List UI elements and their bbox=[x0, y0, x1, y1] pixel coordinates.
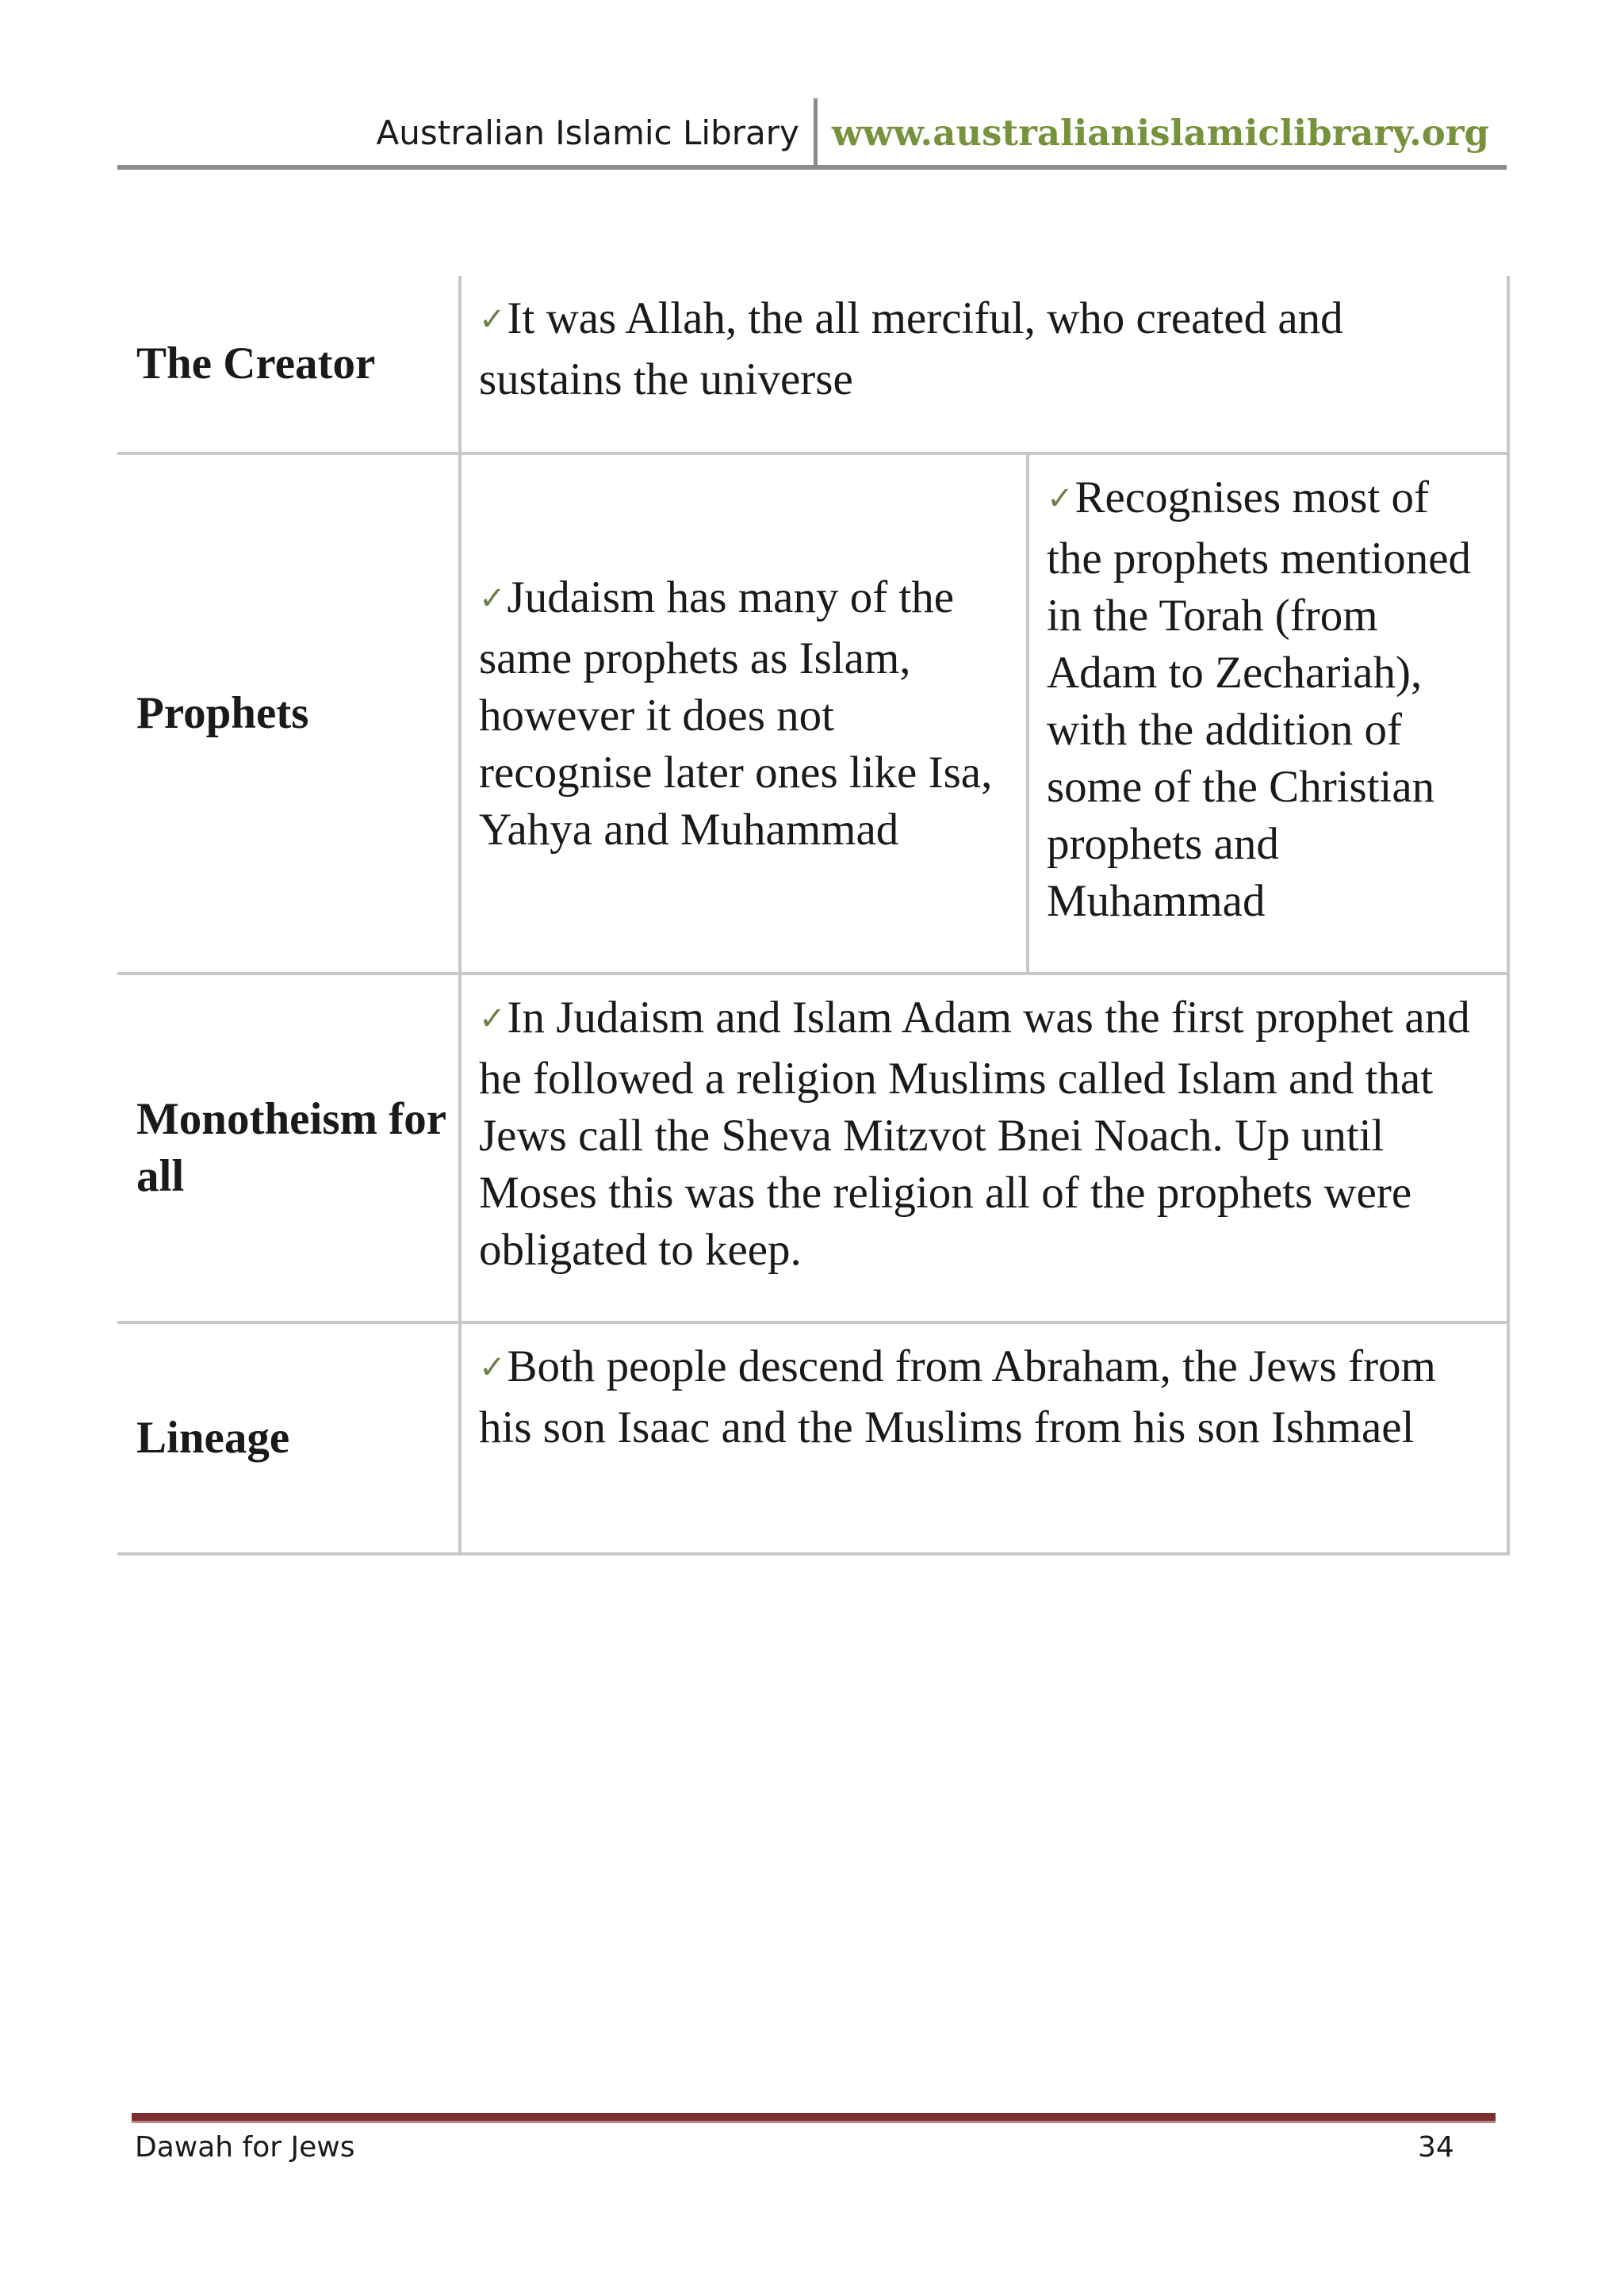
cell-text: It was Allah, the all merciful, who created and sustains the universe bbox=[479, 293, 1343, 404]
header-content bbox=[377, 100, 1489, 165]
page-number: 34 bbox=[1418, 2131, 1454, 2164]
table-row bbox=[117, 1322, 1508, 1554]
row-label: Monotheism for all bbox=[117, 974, 460, 1322]
row-label: Prophets bbox=[117, 453, 460, 974]
check-icon: ✓ bbox=[479, 1001, 506, 1036]
row-cell bbox=[460, 453, 1028, 974]
cell-text: Recognises most of the prophets mentioned in the Torah (from Adam to Zechariah), with the addition of some of the Christian prophets and Muhammad bbox=[1047, 473, 1472, 926]
row-cell bbox=[460, 276, 1508, 453]
row-cell bbox=[1028, 453, 1508, 974]
footer-doc-title: Dawah for Jews bbox=[135, 2131, 355, 2164]
footer-rule bbox=[132, 2113, 1496, 2123]
header-divider bbox=[814, 98, 818, 166]
cell-text: In Judaism and Islam Adam was the first prophet and he followed a religion Muslims called Islam and that Jews call the Sheva Mitzvot Bnei Noach. Up until Moses this was the religion all of the prophets were obligated to keep. bbox=[479, 993, 1470, 1275]
check-icon: ✓ bbox=[479, 580, 506, 616]
row-label: Lineage bbox=[117, 1322, 460, 1554]
cell-text: Judaism has many of the same prophets as Islam, however it does not recognise later ones like Isa, Yahya and Muhammad bbox=[479, 572, 993, 855]
library-url-link[interactable]: www.australianislamiclibrary.org bbox=[831, 111, 1489, 154]
row-cell bbox=[460, 1322, 1508, 1554]
page-header bbox=[117, 94, 1507, 170]
table-row bbox=[117, 974, 1508, 1322]
check-icon: ✓ bbox=[479, 301, 506, 337]
comparison-table bbox=[117, 276, 1510, 1556]
row-label: The Creator bbox=[117, 276, 460, 453]
table-row bbox=[117, 453, 1508, 974]
table-row bbox=[117, 276, 1508, 453]
row-cell bbox=[460, 974, 1508, 1322]
library-title: Australian Islamic Library bbox=[376, 113, 799, 152]
cell-text: Both people descend from Abraham, the Jews from his son Isaac and the Muslims from his son Ishmael bbox=[479, 1341, 1436, 1452]
check-icon: ✓ bbox=[479, 1349, 506, 1385]
check-icon: ✓ bbox=[1047, 480, 1074, 516]
